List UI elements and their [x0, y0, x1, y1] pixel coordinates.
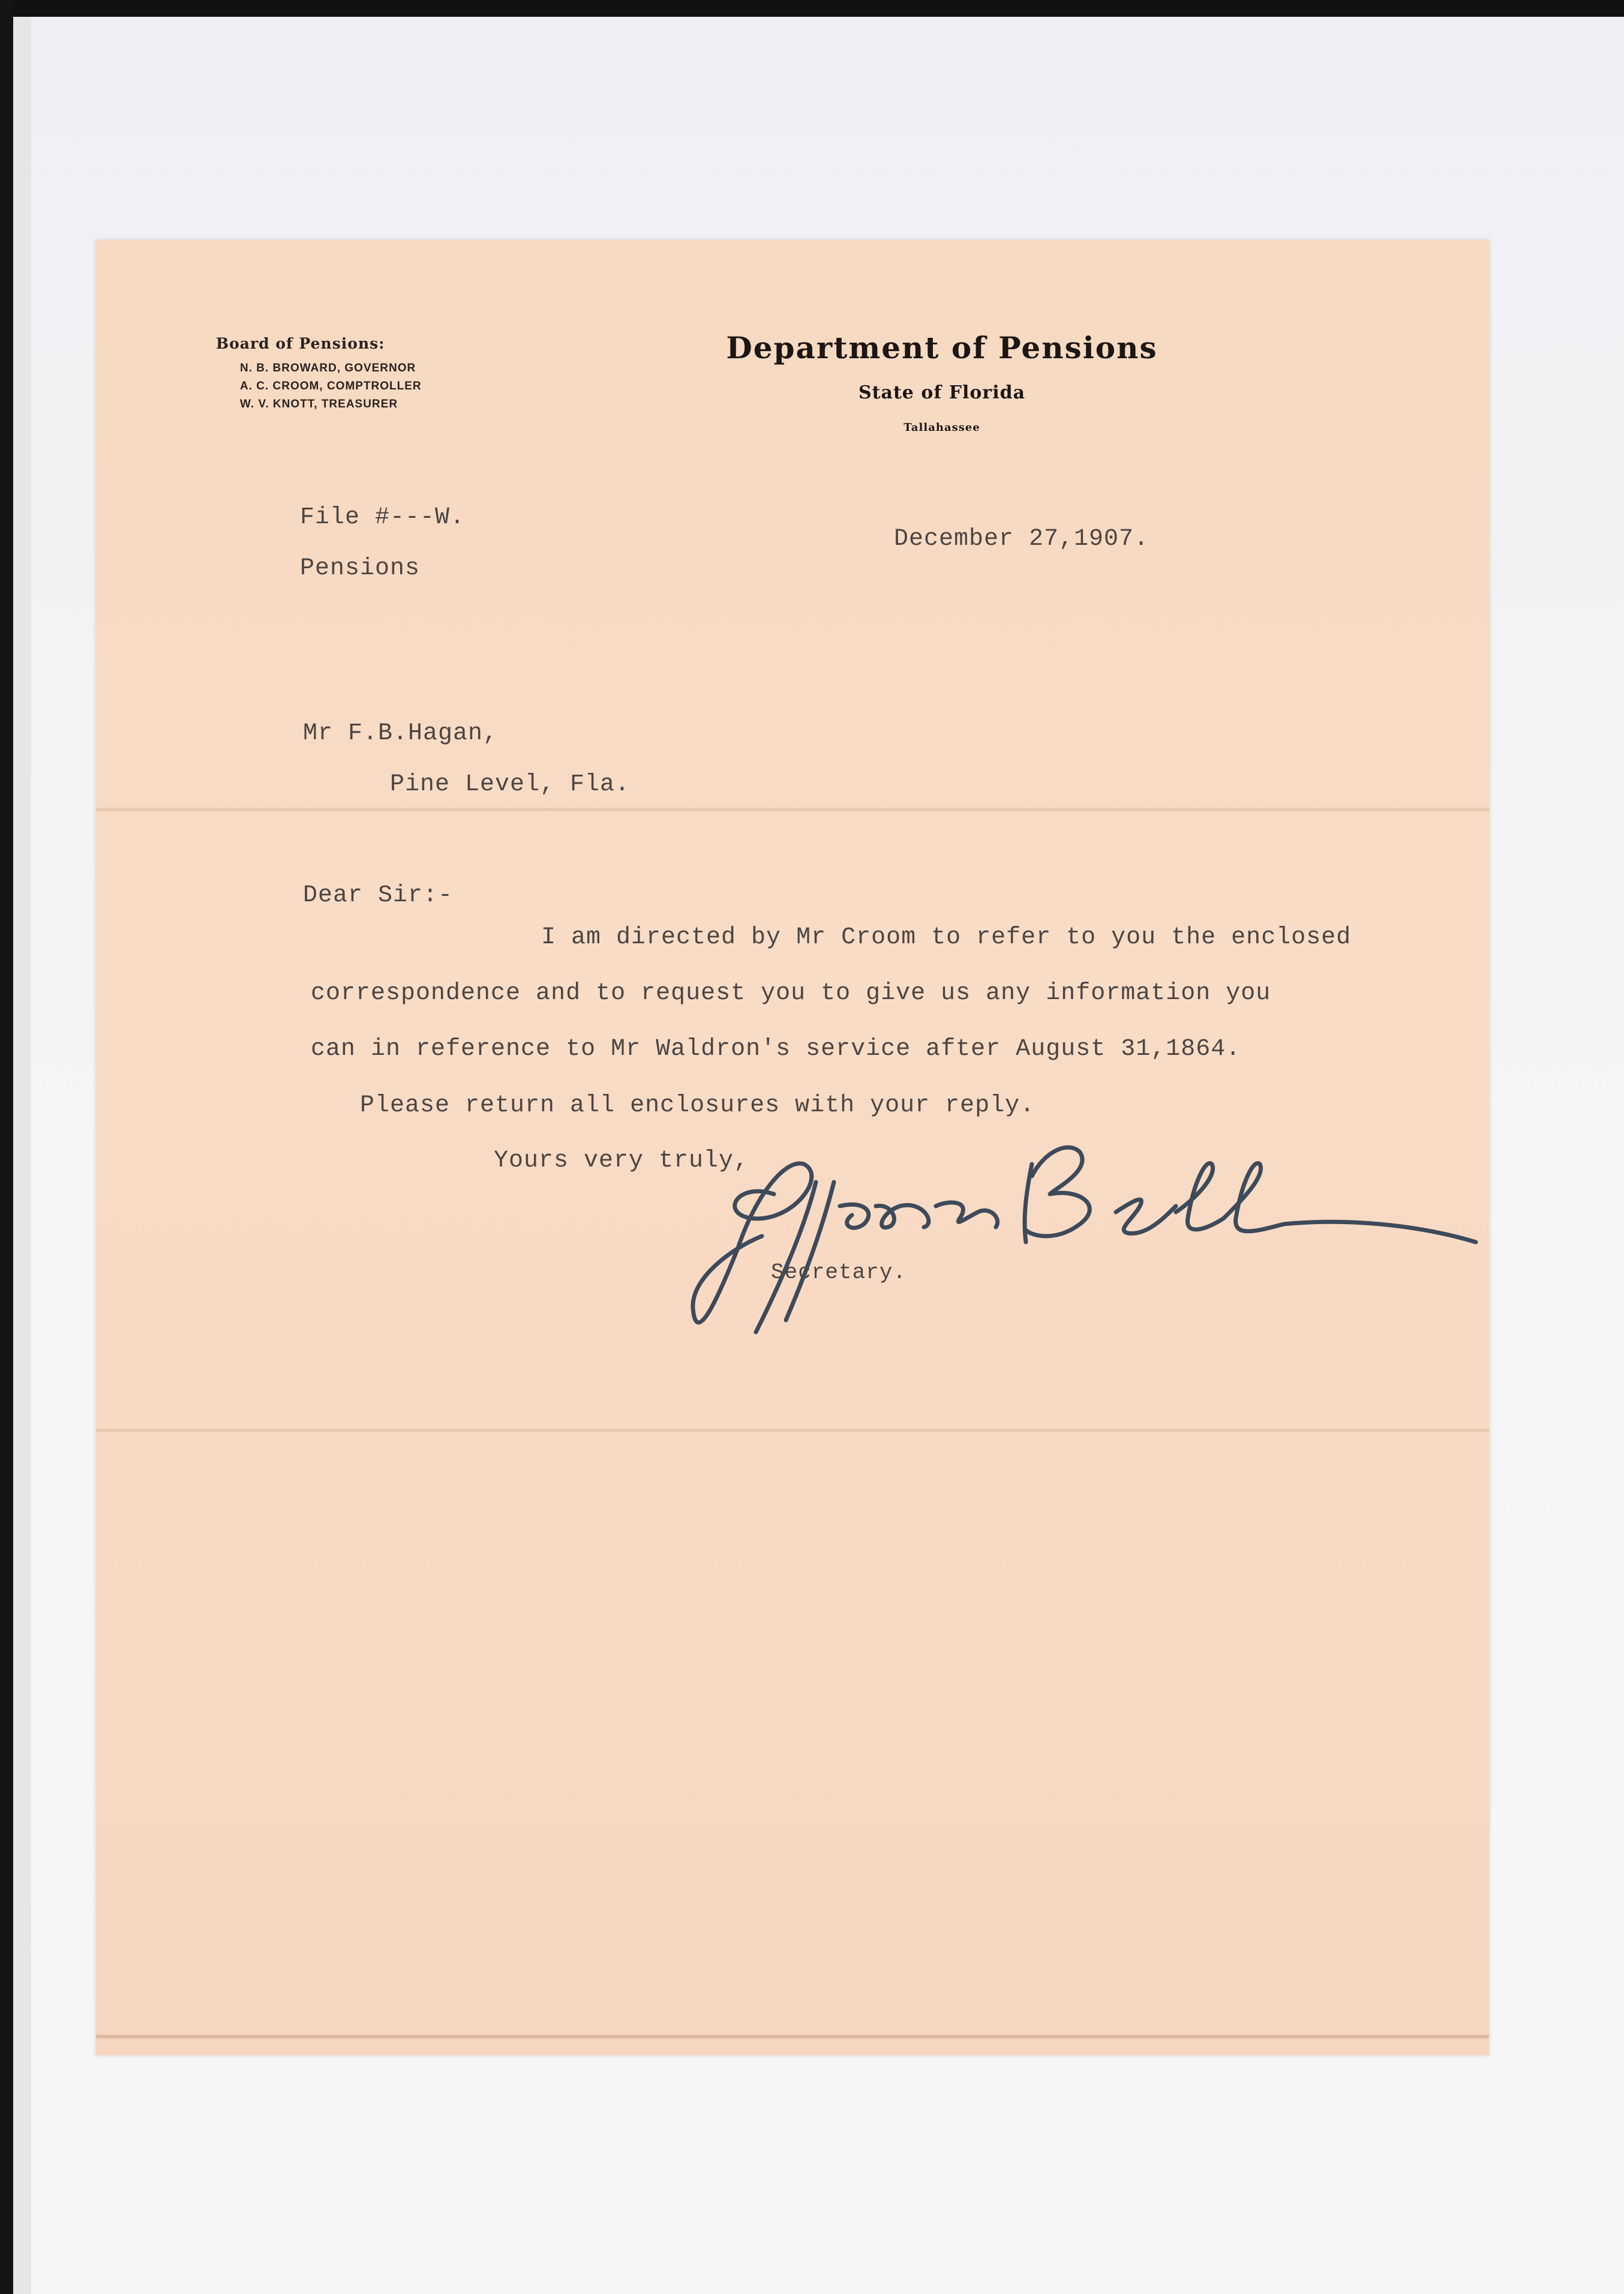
paper-fold-line	[96, 807, 1489, 812]
body-line-3: can in reference to Mr Waldron's service after August 31,1864.	[311, 1036, 1241, 1063]
file-number: File #---W.	[300, 504, 466, 531]
closing: Yours very truly,	[494, 1147, 749, 1174]
letter-date: December 27,1907.	[894, 526, 1149, 553]
department-title: Department of Pensions	[726, 330, 1158, 365]
handwritten-signature	[636, 1128, 1536, 1356]
recipient-name: Mr F.B.Hagan,	[303, 720, 499, 747]
file-category: Pensions	[300, 555, 421, 582]
scan-border-left	[0, 0, 13, 2294]
body-line-2: correspondence and to request you to give us any information you	[311, 980, 1271, 1007]
recipient-address: Pine Level, Fla.	[390, 771, 631, 798]
board-member-treasurer: W. V. KNOTT, TREASURER	[240, 398, 398, 410]
paper-fold-line	[96, 1428, 1489, 1433]
body-line-4: Please return all enclosures with your reply.	[360, 1092, 1035, 1119]
paper-bottom-edge	[96, 2035, 1489, 2038]
board-member-governor: N. B. BROWARD, GOVERNOR	[240, 362, 416, 374]
body-line-1: I am directed by Mr Croom to refer to you the enclosed	[541, 924, 1352, 951]
board-member-comptroller: A. C. CROOM, COMPTROLLER	[240, 380, 422, 392]
city-name: Tallahassee	[903, 421, 980, 434]
salutation: Dear Sir:-	[303, 882, 454, 909]
letter-sheet	[96, 240, 1489, 2055]
board-title: Board of Pensions:	[216, 335, 385, 352]
state-name: State of Florida	[858, 382, 1026, 403]
scan-margin-strip	[13, 17, 31, 2294]
scan-border-top	[0, 0, 1624, 17]
board-of-pensions-block	[216, 335, 422, 413]
letterhead-title-block	[672, 330, 1212, 434]
signer-title: Secretary.	[771, 1260, 907, 1285]
